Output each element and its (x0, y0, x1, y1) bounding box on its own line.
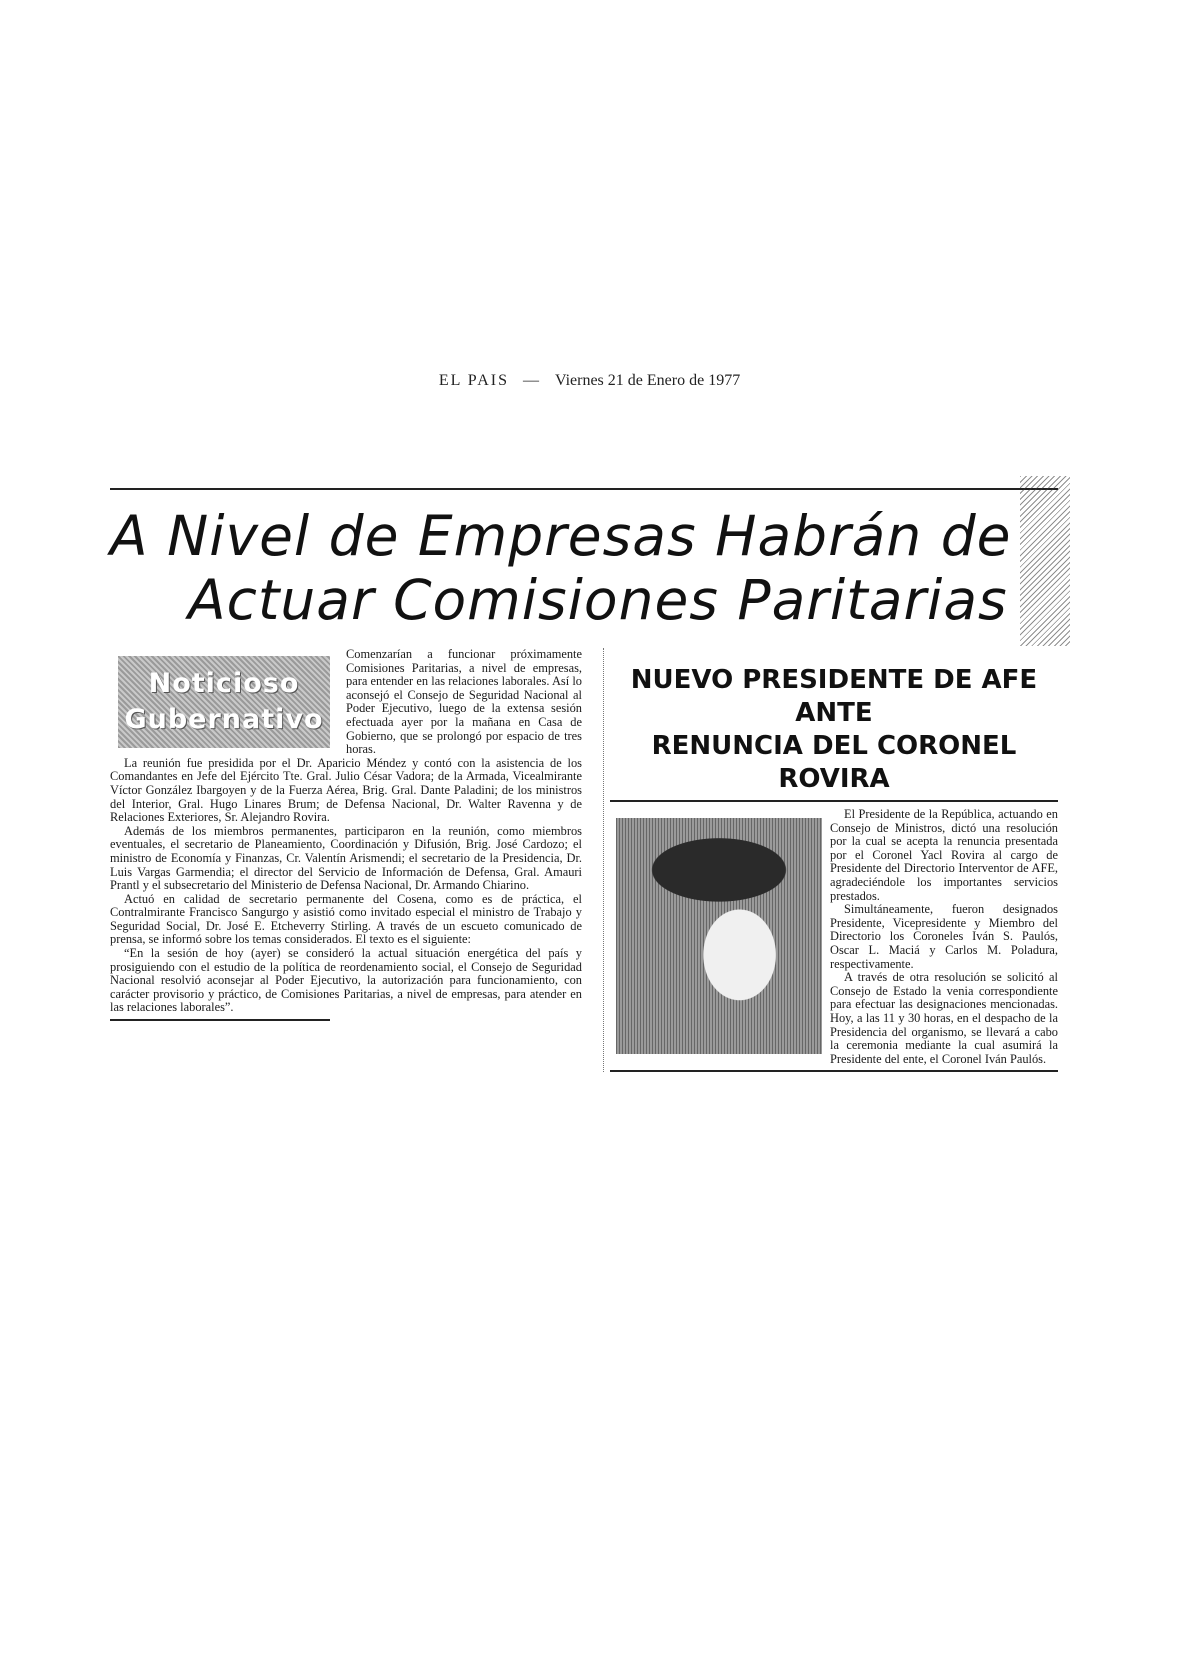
main-article-body (110, 648, 582, 1021)
top-rule (110, 488, 1058, 490)
headline-line-1: A Nivel de Empresas Habrán de (110, 504, 1012, 568)
side-article-body (610, 808, 1058, 1072)
side-headline-line-1: NUEVO PRESIDENTE DE AFE ANTE (630, 665, 1038, 728)
section-badge-line-1: Noticioso (148, 668, 300, 699)
main-paragraph-4: Actuó en calidad de secretario permanente del Cosena, como es de práctica, el Contralmirante Francisco Sangurgo y asistió como invitado especial el ministro de Trabajo y Seguridad Social, Dr. José E. Etcheverry Stirling. A través de un escueto comunicado de prensa, se informó sobre los temas considerados. El texto es el siguiente: (110, 891, 582, 947)
main-headline (110, 504, 1060, 632)
bottom-rule (110, 1019, 330, 1021)
section-badge-line-2: Gubernativo (124, 704, 324, 735)
side-headline (610, 664, 1058, 802)
side-end-rule (610, 1070, 1058, 1072)
side-paragraph-1: El Presidente de la República, actuando en Consejo de Ministros, dictó una resolución por la cual se acepta la renuncia presentada por el Coronel Yacl Rovira al cargo de Presidente del Directorio Interventor de AFE, agradeciéndole los importantes servicios prestados. (830, 807, 1058, 903)
main-paragraph-3: Además de los miembros permanentes, participaron en la reunión, como miembros eventuales, el secretario de Planeamiento, Coordinación y Difusión, Brig. José Cardozo; el ministro de Economía y Finanzas, Cr. Valentín Arismendi; el secretario de la Presidencia, Dr. Luis Vargas Garmendia; el director del Servicio de Información de Defensa, Gral. Amauri Prantl y el subsecretario del Ministerio de Defensa Nacional, Dr. Armando Chiarino. (110, 823, 582, 893)
headline-line-2: Actuar Comisiones Paritarias (188, 568, 1008, 632)
side-paragraph-3: A través de otra resolución se solicitó al Consejo de Estado la venia correspondiente para efectuar las designaciones mencionadas. Hoy, a las 11 y 30 horas, en el despacho de la Presidencia del organismo, se llevará a cabo la ceremonia mediante la cual asumirá la Presidente del ente, el Coronel Iván Paulós. (830, 970, 1058, 1066)
main-paragraph-1: Comenzarían a funcionar próximamente Comisiones Paritarias, a nivel de empresas, para entender en las relaciones laborales. Así lo aconsejó el Consejo de Seguridad Nacional al Poder Ejecutivo, luego de la extensa sesión efectuada ayer por la mañana en Casa de Gobierno, que se prolongó por espacio de tres horas. (346, 647, 582, 757)
side-headline-line-2: RENUNCIA DEL CORONEL ROVIRA (651, 731, 1017, 794)
section-badge (118, 656, 330, 748)
newspaper-name: EL PAIS (438, 372, 509, 389)
side-article (603, 648, 1058, 1072)
portrait-photo (616, 818, 822, 1054)
newspaper-clipping (110, 476, 1070, 1154)
newspaper-date: Viernes 21 de Enero de 1977 (554, 372, 741, 389)
side-paragraph-2: Simultáneamente, fueron designados Presidente, Vicepresidente y Miembro del Directorio los Coroneles Iván S. Paulós, Oscar L. Maciá y Carlos M. Poladura, respectivamente. (830, 902, 1058, 971)
main-paragraph-2: La reunión fue presidida por el Dr. Aparicio Méndez y contó con la asistencia de los Comandantes en Jefe del Ejército Tte. Gral. Julio César Vadora; de la Armada, Vicealmirante Víctor González Ibargoyen y de la Fuerza Aérea, Brig. Gral. Dante Paladini; de los ministros del Interior, Gral. Hugo Linares Brum; de Defensa Nacional, Dr. Walter Ravenna y de Relaciones Exteriores, Sr. Alejandro Rovira. (110, 755, 582, 825)
main-paragraph-5: “En la sesión de hoy (ayer) se consideró la actual situación energética del país y prosiguiendo con el estudio de la política de reordenamiento social, el Consejo de Seguridad Nacional resolvió aconsejar al Poder Ejecutivo, la autorización para funcionamiento, con carácter provisorio y práctico, de Comisiones Paritarias, a nivel de empresas, para atender en las relaciones laborales”. (110, 946, 582, 1015)
newspaper-header (0, 372, 1179, 390)
header-separator: — (522, 372, 541, 389)
